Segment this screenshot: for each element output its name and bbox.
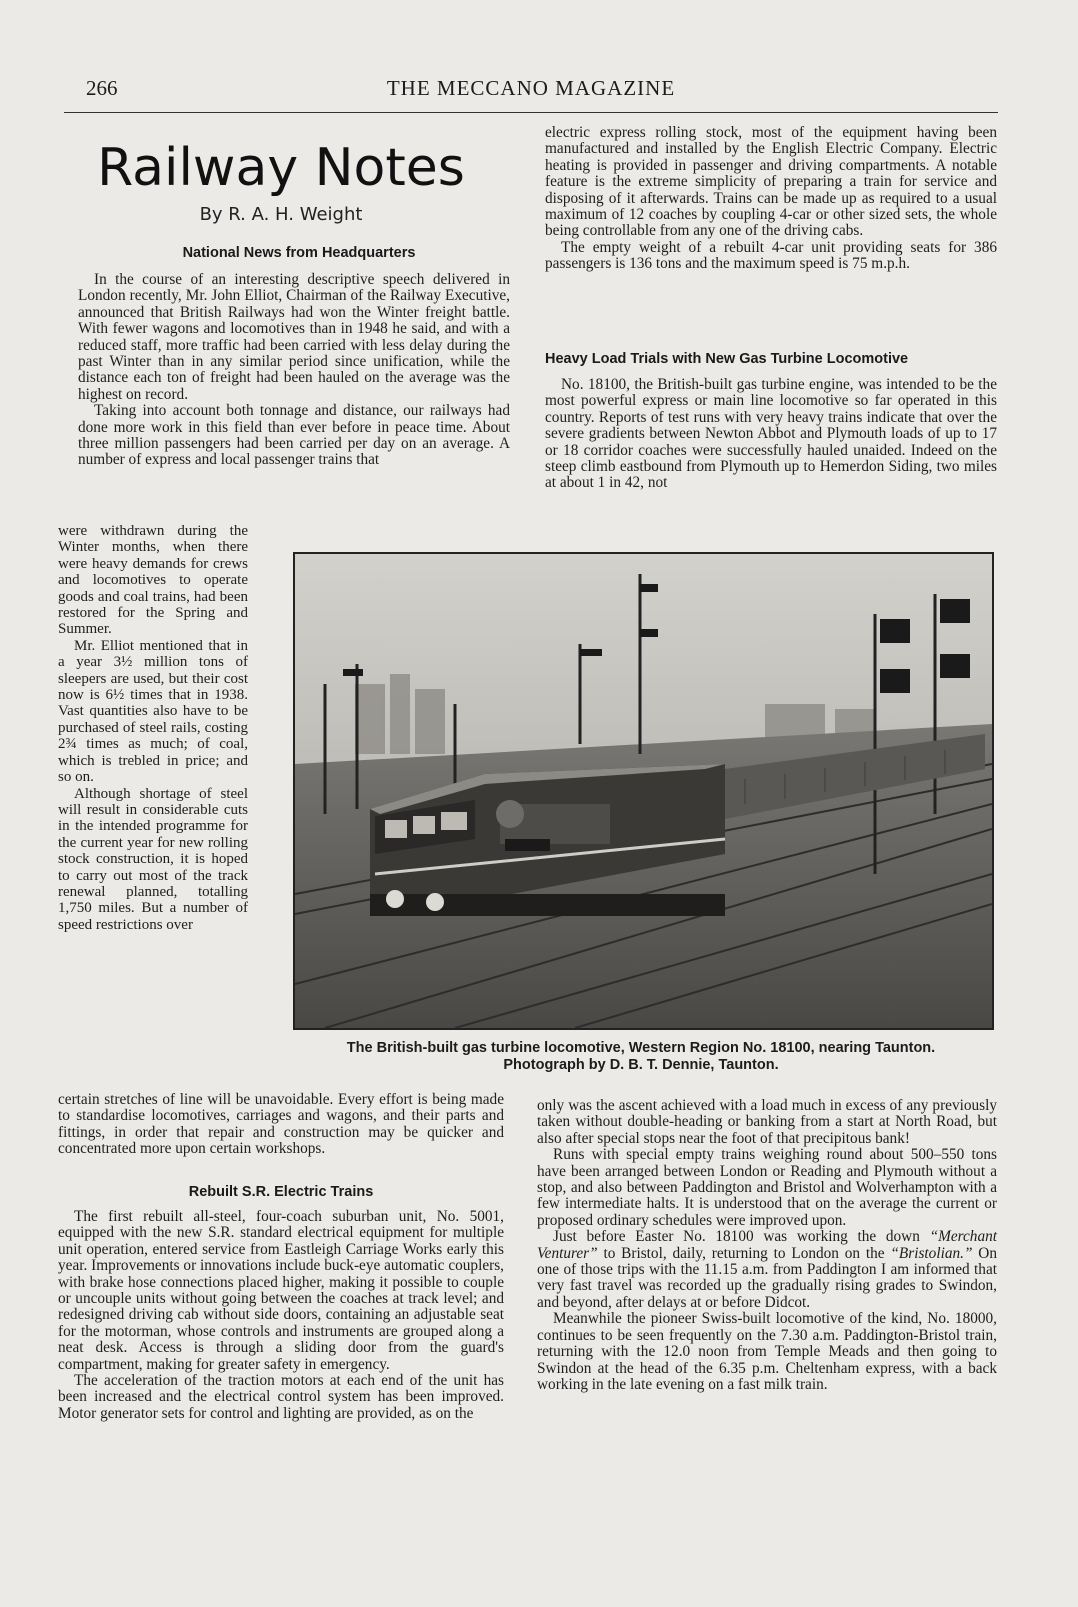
page-header xyxy=(64,76,998,113)
train-name: “Bristolian.” xyxy=(890,1244,973,1262)
paragraph: were withdrawn during the Winter months, when there were heavy demands for crews and locomotives to operate goods and coal trains, had been restored for the Spring and Summer. xyxy=(58,523,248,638)
train-name: “Merchant Venturer” xyxy=(537,1228,997,1262)
left-narrow-column xyxy=(58,523,248,933)
paragraph: Taking into account both tonnage and distance, our railways had done more work in this field than ever before in peace time. About three million passengers had been carried per day on an average. A number of express and local passenger trains that xyxy=(78,402,510,469)
right-column-top-text xyxy=(545,125,997,273)
paragraph: Mr. Elliot mentioned that in a year 3½ million tons of sleepers are used, but their cost now is 6½ times that in 1938. Vast quantities also have to be purchased of steel rails, costing 2¾ times as much; of coal, which is trebled in price; and so on. xyxy=(58,637,248,786)
paragraph: The acceleration of the traction motors at each end of the unit has been increased and the electrical control system has been improved. Motor generator sets for control and lighting are provided, as on the xyxy=(58,1372,504,1422)
paragraph: certain stretches of line will be unavoidable. Every effort is being made to standardise locomotives, carriages and wagons, and their parts and fittings, in order that repair and construction may be quicker and concentrated more upon certain workshops. xyxy=(58,1091,504,1158)
section2-text xyxy=(58,1209,504,1422)
text-run: On one of those trips with the 11.15 a.m. from Paddington I am informed that very fast travel was recorded up the gradually rising grades to Swindon, and beyond, after delays at or before Didcot. xyxy=(537,1244,997,1311)
paragraph: electric express rolling stock, most of the equipment having been manufactured and installed by the English Electric Company. Electric heating is provided in passenger and driving compartments. A notable feature is the extreme simplicity of preparing a train for service and disposing of it afterwards. Trains can be made up as required to a usual maximum of 12 coaches by coupling 4-car or other sized sets, the whole being controllable from any one of the driving cabs. xyxy=(545,124,997,240)
section-heading-national-news: National News from Headquarters xyxy=(182,245,416,261)
magazine-title: THE MECCANO MAGAZINE xyxy=(386,76,676,100)
paragraph: No. 18100, the British-built gas turbine engine, was intended to be the most powerful express or main line locomotive so far operated in this country. Reports of test runs with very heavy trains indicate that over the severe gradients between Newton Abbot and Plymouth loads of up to 17 or 18 corridor coaches were successfully hauled unaided. Indeed on the steep climb eastbound from Plymouth up to Hemerdon Siding, two miles at about 1 in 42, not xyxy=(545,376,997,492)
section-heading-gas-turbine: Heavy Load Trials with New Gas Turbine Locomotive xyxy=(545,351,909,367)
photo-credit: Photograph by D. B. T. Dennie, Taunton. xyxy=(503,1057,779,1073)
locomotive-photo xyxy=(293,552,994,1030)
section3-text xyxy=(545,377,997,492)
left-column-bottom-text xyxy=(58,1092,504,1158)
text-run: Just before Easter No. 18100 was working the down xyxy=(553,1228,930,1246)
paragraph: The first rebuilt all-steel, four-coach suburban unit, No. 5001, equipped with the new S.R. standard electrical equipment for multiple unit operation, entered service from Eastleigh Carriage Works early this year. Improvements or innovations include buck-eye automatic couplers, with brake hose connections placed higher, making it possible to couple or uncouple units without going between the coaches at track level; and redesigned driving cab without side doors, containing an adjustable seat for the motorman, whose controls and instruments are grouped along a neat desk. Access is through a sliding door from the guard's compartment, making for greater safety in emergency. xyxy=(58,1208,504,1373)
article-title: Railway Notes xyxy=(97,138,465,198)
paragraph xyxy=(537,1229,997,1311)
photo-illustration xyxy=(295,554,992,1028)
section-heading-rebuilt-electric: Rebuilt S.R. Electric Trains xyxy=(188,1184,374,1200)
paragraph: The empty weight of a rebuilt 4-car unit providing seats for 386 passengers is 136 tons and the maximum speed is 75 m.p.h. xyxy=(545,238,997,273)
photo-caption xyxy=(284,1040,998,1074)
article-byline: By R. A. H. Weight xyxy=(199,204,363,225)
paragraph: only was the ascent achieved with a load much in excess of any previously taken without double-heading or banking from a start at North Road, but also after special stops near the foot of that precipitous bank! xyxy=(537,1097,997,1147)
paragraph: Although shortage of steel will result in considerable cuts in the intended programme for the current year for new rolling stock construction, it is hoped to carry out most of the track renewal planned, totalling 1,750 miles. But a number of speed restrictions over xyxy=(58,785,248,933)
caption-line: The British-built gas turbine locomotive, Western Region No. 18100, nearing Taunton. xyxy=(346,1040,936,1056)
text-run: to Bristol, daily, returning to London on the xyxy=(597,1244,891,1262)
right-column-bottom-text xyxy=(537,1098,997,1393)
left-column-top-text xyxy=(78,272,510,469)
paragraph: Meanwhile the pioneer Swiss-built locomotive of the kind, No. 18000, continues to be seen frequently on the 7.30 a.m. Paddington-Bristol train, returning with the 12.0 noon from Temple Meads and then going to Swindon at the head of the 6.35 p.m. Cheltenham express, with a back working in the late evening on a fast milk train. xyxy=(537,1310,997,1393)
paragraph: In the course of an interesting descriptive speech delivered in London recently, Mr. John Elliot, Chairman of the Railway Executive, announced that British Railways had won the Winter freight battle. With fewer wagons and locomotives than in 1948 he said, and with a reduced staff, more traffic had been carried with less delay during the past Winter than in any similar period since unification, while the distance each ton of freight had been hauled on the average was the highest on record. xyxy=(78,271,510,403)
paragraph: Runs with special empty trains weighing round about 500–550 tons have been arranged between London or Reading and Plymouth without a stop, and also between Paddington and Bristol and Wolverhampton with a few intermediate halts. It is understood that on the average the current or proposed ordinary schedules were improved upon. xyxy=(537,1146,997,1229)
page-number: 266 xyxy=(86,76,118,100)
